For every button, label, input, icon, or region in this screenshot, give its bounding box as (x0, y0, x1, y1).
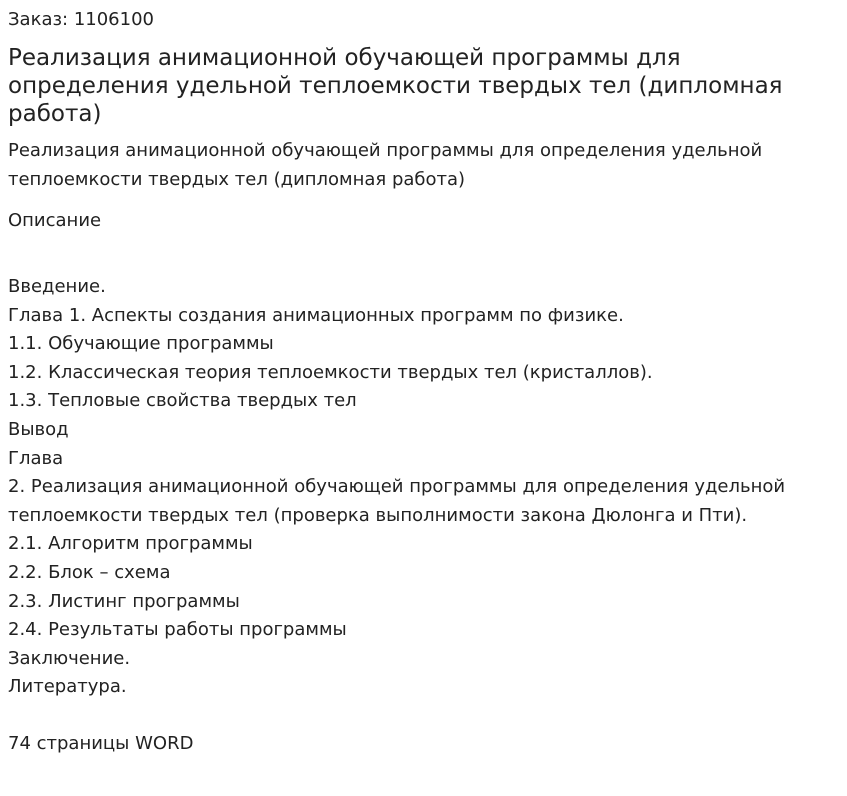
toc-item: 2.4. Результаты работы программы (8, 619, 347, 641)
page-title: Реализация анимационной обучающей программы для определения удельной теплоемкости твердых тел (дипломная работа) (8, 45, 783, 127)
toc-item: Глава (8, 447, 64, 469)
order-number: Заказ: 1106100 (8, 9, 154, 30)
toc-item: Заключение. (8, 647, 131, 669)
toc-item: 2.1. Алгоритм программы (8, 533, 253, 555)
toc-item: 2. Реализация анимационной обучающей программы для определения удельной теплоемкости твердых тел (проверка выполнимости закона Дюлонга и Пти). (8, 476, 786, 526)
toc-item: 2.2. Блок – схема (8, 561, 171, 583)
toc-item: Глава 1. Аспекты создания анимационных программ по физике. (8, 304, 624, 326)
toc-item: 1.1. Обучающие программы (8, 333, 274, 355)
page-count: 74 страницы WORD (8, 732, 194, 754)
description-heading: Описание (8, 210, 102, 231)
toc-item: Литература. (8, 676, 127, 698)
table-of-contents (8, 273, 839, 702)
toc-item: Введение. (8, 276, 106, 297)
toc-item: 2.3. Листинг программы (8, 590, 240, 612)
toc-item: Вывод (8, 418, 69, 440)
toc-item: 1.3. Тепловые свойства твердых тел (8, 390, 357, 412)
toc-item: 1.2. Классическая теория теплоемкости твердых тел (кристаллов). (8, 361, 653, 383)
page-subtitle: Реализация анимационной обучающей программы для определения удельной теплоемкости твердых тел (дипломная работа) (8, 140, 763, 190)
